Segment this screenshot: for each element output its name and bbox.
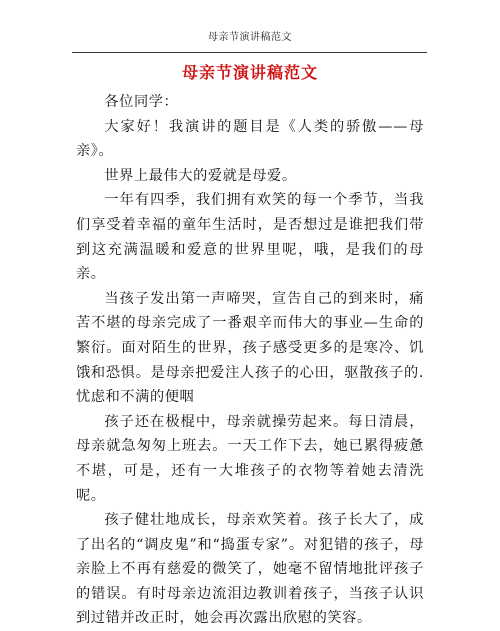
header-divider [72, 52, 427, 53]
paragraph: 大家好！我演讲的题目是《人类的骄傲——母亲》。 [76, 118, 424, 160]
running-header: 母亲节演讲稿范文 [208, 32, 292, 43]
paragraph-salutation: 各位同学： [104, 94, 179, 110]
paragraph: 当孩子发出第一声啼哭，宣告自己的到来时，痛苦不堪的母亲完成了一番艰辛而伟大的事业—生命的繁衍。面对陌生的世界，孩子感受更多的是寒冷、饥饿和恐惧。是母亲把爱注人孩子的心田，驱散孩子的.忧虑和不满的便咽 [76, 290, 424, 406]
paragraph: 孩子还在极棍中，母亲就操劳起来。每日清晨，母亲就急匆匆上班去。一天工作下去，她已累得疲惫不堪，可是，还有一大堆孩子的衣物等着她去清洗呢。 [76, 413, 424, 504]
paragraph: 世界上最伟大的爱就是母爱。 [104, 167, 297, 184]
paragraph: 孩子健壮地成长，母亲欢笑着。孩子长大了，成了出名的“调皮鬼”和“捣蛋专家”。对犯错的孩子，母亲脸上不再有慈爱的微笑了，她毫不留情地批评孩子的错误。有时母亲边流泪边教训着孩子，当孩子认识到过错并改正时，她会再次露出欣慰的笑容。 [76, 512, 424, 627]
document-body [76, 90, 424, 631]
document-title: 母亲节演讲稿范文 [181, 63, 318, 82]
paragraph: 一年有四季，我们拥有欢笑的每一个季节，当我们享受着幸福的童年生活时，是否想过是谁把我们带到这充满温暖和爱意的世界里呢，哦，是我们的母亲。 [76, 192, 424, 283]
